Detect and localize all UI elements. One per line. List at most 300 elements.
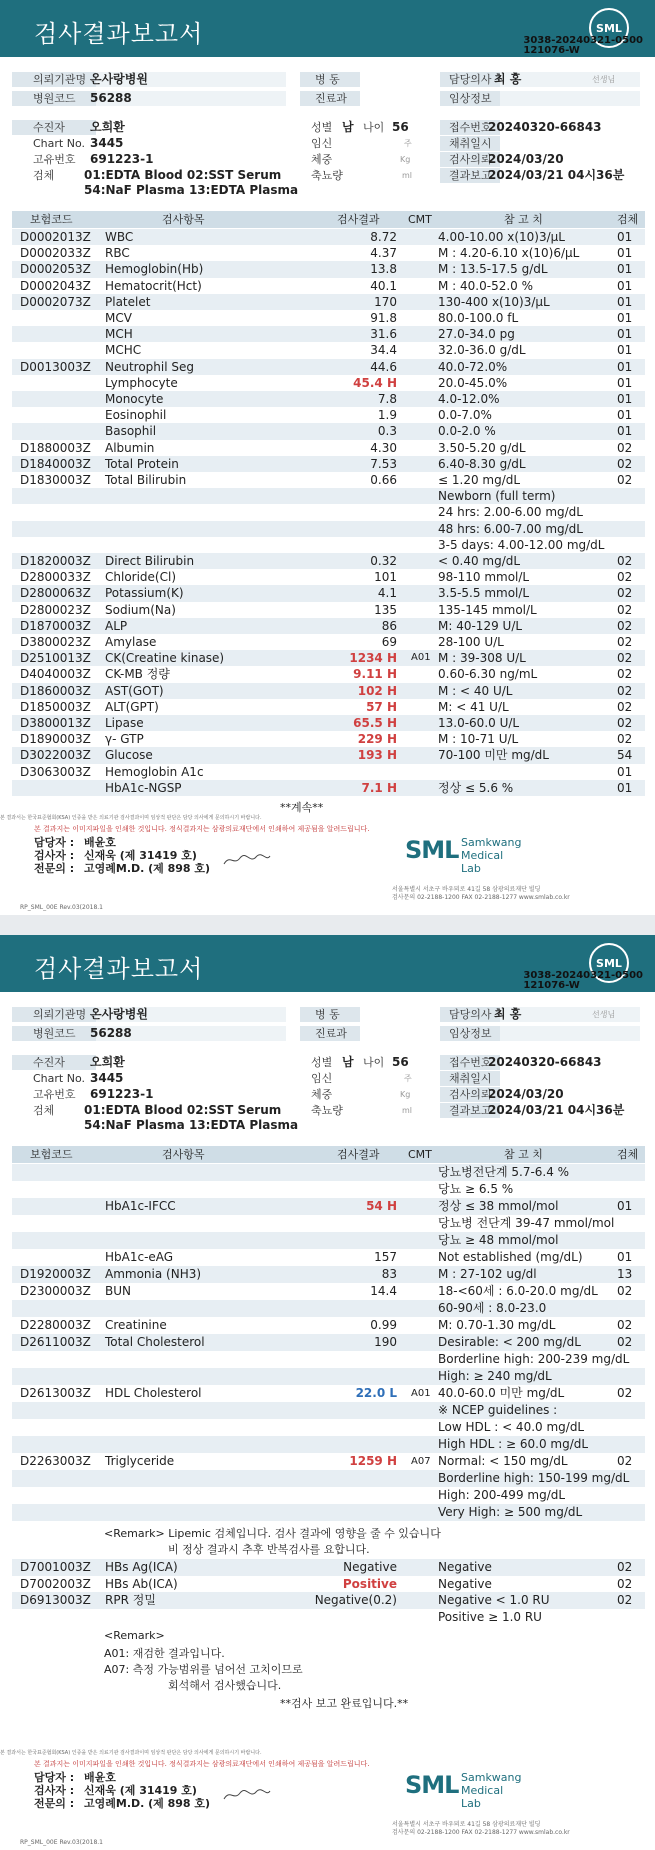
test-result: Negative [343,1560,397,1574]
institution-value: 온사랑병원 [90,72,148,86]
table-row [12,1609,645,1626]
header-item: 검사항목 [162,213,205,226]
table-row [12,1300,645,1317]
label-weight: 체중 [311,153,333,166]
specimen-code: 02 [617,635,633,649]
test-result: 135 [374,602,397,617]
label-sex: 성별 [311,121,333,134]
specimen-code: 54 [617,748,633,763]
revision-code: RP_SML_00E Rev.03(2018.1 [20,1839,104,1846]
reference-range: 3.50-5.20 g/dL [438,440,526,455]
test-item: BUN [105,1284,131,1298]
unit-week: 주 [404,139,412,148]
unit-kg: Kg [400,155,411,164]
report-footer [0,814,655,914]
test-item: Basophil [105,424,157,439]
specimen-code: 02 [617,618,633,633]
insurance-code: D2800063Z [20,586,91,601]
table-row [12,1249,645,1266]
test-item: Lipase [105,716,144,730]
label-ward: 병 동 [315,1008,340,1021]
table-row [12,1283,645,1300]
header-result: 검사결과 [337,1148,380,1161]
test-item: RPR 정밀 [105,1593,156,1607]
label-request-date: 검사의뢰 [449,153,492,166]
insurance-code: D0013003Z [20,359,91,374]
specimen-code: 01 [617,246,633,261]
header-cmt: CMT [408,1148,432,1161]
test-item: MCHC [105,343,142,358]
footer-phone: 검사문의 02-2188-1200 FAX 02-2188-1277 www.smlab.co.kr [392,894,570,901]
test-item: HDL Cholesterol [105,1386,202,1400]
hospital-code-value: 56288 [90,1026,132,1040]
receipt-no-value: 20240320-66843 [488,120,602,134]
specimen-code: 01 [617,343,633,358]
report-page-2 [0,935,655,1850]
test-item: Glucose [105,748,153,763]
remark-line: A07: 측정 가능범위를 넘어선 고치이므로 [104,1663,303,1676]
reference-range: M: 0.70-1.30 mg/dL [438,1318,556,1332]
footer-fine-print: 본 결과서는 한국표준협회(KSA) 인증을 받은 의료기관 검사결과이며 임상적 판단은 담당 의사에게 문의하시기 바랍니다. [0,1750,262,1756]
chart-no-value: 3445 [90,136,124,150]
reference-range: 당뇨병전단계 5.7-6.4 % [438,1165,570,1179]
specimen-code: 02 [617,456,633,471]
remark-lipemic-1: <Remark> Lipemic 검체입니다. 검사 결과에 영향을 줄 수 있습니다 [104,1527,441,1540]
footer-fine-print: 본 결과서는 한국표준협회(KSA) 인증을 받은 의료기관 검사결과이며 임상적 판단은 담당 의사에게 문의하시기 바랍니다. [0,815,262,821]
test-result: 65.5 H [353,716,397,730]
table-row [12,1402,645,1419]
label-age: 나이 [363,1056,385,1069]
table-row [12,1559,645,1576]
specimen-code: 01 [617,764,633,779]
insurance-code: D3800013Z [20,716,91,730]
insurance-code: D1870003Z [20,618,91,633]
test-result: 102 H [357,683,397,698]
reference-range: ≤ 1.20 mg/dL [438,473,521,487]
sml-brand-block [405,1769,522,1817]
brand-logo-text: SML [405,836,459,864]
table-row [12,650,645,666]
report-footer [0,1749,655,1849]
report-end-note: **검사 보고 완료입니다.** [280,1697,409,1710]
table-row [12,699,645,715]
test-item: Creatinine [105,1318,167,1332]
insurance-code: D2613003Z [20,1386,91,1400]
test-result: 170 [374,294,397,309]
doc-no-line-2: 121076-W [523,980,580,991]
insurance-code: D1830003Z [20,473,91,487]
reference-range: 당뇨 ≥ 6.5 % [438,1182,514,1196]
reference-range: Positive ≥ 1.0 RU [438,1609,542,1624]
specimen-code: 02 [617,683,633,698]
revision-code: RP_SML_00E Rev.03(2018.1 [20,904,104,911]
table-row [12,1592,645,1609]
table-row [12,1198,645,1215]
report-page-1 [0,0,655,915]
specimen-code: 02 [617,699,633,714]
sex-value: 남 [342,120,354,134]
table-row [12,553,645,569]
test-result: 0.3 [377,424,397,439]
reference-range: M : 10-71 U/L [438,732,519,747]
reference-range: 18-<60세 : 6.0-20.0 mg/dL [438,1284,598,1298]
test-result: 1234 H [349,651,397,666]
label-weight: 체중 [311,1088,333,1101]
test-item: MCH [105,327,133,342]
table-row [12,1215,645,1232]
reference-range: ※ NCEP guidelines : [438,1403,558,1417]
reference-range: 135-145 mmol/L [438,602,537,617]
reference-range: 24 hrs: 2.00-6.00 mg/dL [438,505,583,520]
specimen-code: 02 [617,586,633,601]
reference-range: Borderline high: 150-199 mg/dL [438,1471,630,1485]
table-row [12,764,645,780]
brand-logo-text: SML [405,1771,459,1799]
table-row [12,1317,645,1334]
label-pregnancy: 임신 [311,1072,333,1085]
reference-range: 60-90세 : 8.0-23.0 [438,1301,547,1315]
test-item: Total Bilirubin [105,473,187,487]
signature-icon [222,1787,272,1803]
test-item: HbA1c-eAG [105,1250,174,1264]
insurance-code: D1880003Z [20,440,91,455]
table-row [12,1385,645,1402]
specimen-line-1: 01:EDTA Blood 02:SST Serum [84,1103,282,1117]
specimen-code: 02 [617,716,633,730]
insurance-code: D1860003Z [20,683,91,698]
person-value: 배윤호 [84,836,116,849]
test-result: 69 [381,635,397,649]
reference-range: 40.0-60.0 미만 mg/dL [438,1386,565,1400]
test-result: 91.8 [370,311,397,325]
age-value: 56 [392,120,409,134]
table-row [12,569,645,585]
test-item: ALP [105,618,128,633]
reference-range: 6.40-8.30 g/dL [438,456,526,471]
label-dept: 진료과 [315,92,347,105]
person-value: 배윤호 [84,1771,116,1784]
label-specimen: 검체 [33,169,55,182]
test-item: Potassium(K) [105,586,184,601]
receipt-no-value: 20240320-66843 [488,1055,602,1069]
reference-range: 27.0-34.0 pg [438,327,515,342]
brand-name-line-1: Samkwang [461,1771,522,1784]
brand-name-line-2: Medical Lab [461,849,504,875]
insurance-code: D2510013Z [20,651,91,666]
test-result: 4.1 [377,586,397,601]
reference-range: 80.0-100.0 fL [438,311,519,325]
specialist-value: 고영례M.D. (제 898 호) [84,1797,211,1810]
specimen-code: 02 [617,1576,633,1591]
test-item: HbA1c-NGSP [105,780,182,795]
header-code: 보험코드 [30,213,73,226]
test-result: Positive [342,1576,397,1591]
footer-notice: 본 결과지는 이미지파일을 인쇄한 것입니다. 정식결과지는 삼광의료재단에서 인쇄하여 제공됨을 알려드립니다. [34,825,370,833]
table-row [12,1470,645,1487]
test-item: Hemoglobin A1c [105,764,204,779]
test-item: HBs Ag(ICA) [105,1560,178,1574]
tester-label: 검사자 : [34,849,75,862]
label-chart-no: Chart No. [33,1072,85,1085]
label-receipt-no: 접수번호 [449,1056,492,1069]
label-id-no: 고유번호 [33,153,76,166]
specialist-value: 고영례M.D. (제 898 호) [84,862,211,875]
test-item: Sodium(Na) [105,602,176,617]
reference-range: M: < 41 U/L [438,699,509,714]
results-table-header [12,1146,645,1163]
reference-range: High: ≥ 240 mg/dL [438,1369,552,1383]
insurance-code: D1820003Z [20,554,91,568]
specimen-code: 01 [617,230,633,244]
insurance-code: D0002013Z [20,230,91,244]
remark-lipemic-2: 비 정상 결과시 추후 반복검사를 요합니다. [168,1543,370,1556]
specimen-code: 02 [617,602,633,617]
reference-range: High: 200-499 mg/dL [438,1488,566,1502]
table-row [12,456,645,472]
specimen-code: 02 [617,473,633,487]
table-row [12,1436,645,1453]
label-doctor: 담당의사 [449,73,492,86]
table-row [12,472,645,488]
test-item: Platelet [105,294,151,309]
table-row [12,1334,645,1351]
table-row [12,391,645,407]
results-table-header [12,211,645,228]
brand-name-line-1: Samkwang [461,836,522,849]
reference-range: Normal: < 150 mg/dL [438,1454,568,1468]
reference-range: 정상 ≤ 5.6 % [438,780,514,795]
test-item: Direct Bilirubin [105,554,195,568]
test-item: HbA1c-IFCC [105,1199,176,1213]
specimen-code: 01 [617,392,633,406]
insurance-code: D1850003Z [20,699,91,714]
reference-range: 3.5-5.5 mmol/L [438,586,530,601]
table-row [12,440,645,456]
footer-phone: 검사문의 02-2188-1200 FAX 02-2188-1277 www.smlab.co.kr [392,1829,570,1836]
test-item: MCV [105,311,132,325]
test-item: Neutrophil Seg [105,359,195,374]
label-hospital-code: 병원코드 [33,1027,76,1040]
specimen-line-1: 01:EDTA Blood 02:SST Serum [84,168,282,182]
test-result: 101 [374,570,397,585]
table-row [12,1504,645,1521]
person-label: 담당자 : [34,1771,75,1784]
label-age: 나이 [363,121,385,134]
insurance-code: D3022003Z [20,748,91,763]
specimen-code: 02 [617,554,633,568]
label-examinee: 수진자 [33,1056,65,1069]
insurance-code: D7002003Z [20,1576,91,1591]
sex-value: 남 [342,1055,354,1069]
specimen-code: 01 [617,424,633,439]
label-pregnancy: 임신 [311,137,333,150]
header-item: 검사항목 [162,1148,205,1161]
tester-value: 신재욱 (제 31419 호) [84,849,197,862]
test-item: Amylase [105,635,157,649]
label-institution: 의뢰기관명 [33,1008,87,1021]
test-result: 229 H [357,732,397,747]
reference-range: 3-5 days: 4.00-12.00 mg/dL [438,537,605,552]
insurance-code: D0002073Z [20,294,91,309]
doc-no-line-2: 121076-W [523,45,580,56]
table-row [12,666,645,682]
insurance-code: D3063003Z [20,764,91,779]
table-row [12,1181,645,1198]
specimen-code: 01 [617,294,633,309]
reference-range: Low HDL : < 40.0 mg/dL [438,1420,585,1434]
reference-range: 40.0-72.0% [438,359,508,374]
test-item: Total Cholesterol [105,1335,205,1349]
specimen-code: 01 [617,1250,633,1264]
chart-no-value: 3445 [90,1071,124,1085]
table-row [12,585,645,601]
specimen-code: 02 [617,651,633,666]
test-result: Negative(0.2) [314,1593,397,1607]
label-collect-date: 채취일시 [449,137,492,150]
insurance-code: D1840003Z [20,456,91,471]
unit-ml: ml [402,1106,413,1115]
sml-logo-icon: SML [589,8,629,48]
reference-range: 4.0-12.0% [438,392,500,406]
test-item: RBC [105,246,130,261]
insurance-code: D6913003Z [20,1593,91,1607]
test-result: 193 H [357,748,397,763]
table-row [12,780,645,796]
institution-value: 온사랑병원 [90,1007,148,1021]
label-chart-no: Chart No. [33,137,85,150]
value-bg-clinical [500,91,640,106]
specimen-code: 01 [617,262,633,277]
test-item: γ- GTP [105,732,144,747]
header-code: 보험코드 [30,1148,73,1161]
header-ref: 참 고 치 [504,1148,543,1161]
test-result: 8.72 [370,230,397,244]
reference-range: 0.60-6.30 ng/mL [438,667,538,682]
reference-range: Negative [438,1576,492,1591]
test-result: 7.1 H [361,780,397,795]
reference-range: 20.0-45.0% [438,375,508,390]
table-row [12,261,645,277]
header-cmt: CMT [408,213,432,226]
unit-ml: ml [402,171,413,180]
label-specimen: 검체 [33,1104,55,1117]
label-examinee: 수진자 [33,121,65,134]
specimen-code: 01 [617,408,633,423]
table-row [12,245,645,261]
reference-range: Negative < 1.0 RU [438,1593,550,1607]
test-result: 83 [381,1267,397,1281]
test-item: Ammonia (NH3) [105,1267,202,1281]
table-row [12,747,645,763]
test-item: WBC [105,230,134,244]
insurance-code: D0002043Z [20,278,91,293]
value-bg-clinical [500,1026,640,1041]
table-row [12,294,645,310]
label-sex: 성별 [311,1056,333,1069]
report-date-value: 2024/03/21 04시36분 [488,168,625,182]
age-value: 56 [392,1055,409,1069]
header-specimen: 검체 [617,213,639,226]
specimen-code: 02 [617,1318,633,1332]
table-row [12,1419,645,1436]
reference-range: Negative [438,1560,492,1574]
insurance-code: D3800023Z [20,635,91,649]
remark-line: A01: 재검한 결과입니다. [104,1647,225,1660]
reference-range: 130-400 x(10)3/μL [438,294,550,309]
reference-range: 28-100 U/L [438,635,504,649]
test-item: Total Protein [105,456,179,471]
table-row [12,1164,645,1181]
table-row [12,731,645,747]
reference-range: < 0.40 mg/dL [438,554,521,568]
insurance-code: D0002033Z [20,246,91,261]
footer-address: 서울특별시 서초구 바우뫼로 41길 58 삼광의료재단 빌딩 [392,1821,541,1828]
table-row [12,537,645,553]
reference-range: 당뇨병 전단계 39-47 mmol/mol [438,1216,615,1230]
tester-value: 신재욱 (제 31419 호) [84,1784,197,1797]
table-row [12,488,645,504]
table-row [12,504,645,520]
comment-code: A01 [411,652,431,664]
reference-range: 32.0-36.0 g/dL [438,343,526,358]
reference-range: 당뇨 ≥ 48 mmol/mol [438,1233,559,1247]
label-dept: 진료과 [315,1027,347,1040]
test-item: Hematocrit(Hct) [105,278,202,293]
id-no-value: 691223-1 [90,1087,154,1101]
test-result: 57 H [366,699,397,714]
label-report-date: 결과보고 [449,1104,492,1117]
insurance-code: D0002053Z [20,262,91,277]
specimen-code: 02 [617,1593,633,1607]
test-result: 54 H [366,1199,397,1213]
test-item: Albumin [105,440,155,455]
doctor-suffix: 선생님 [592,1010,616,1019]
reference-range: M : 39-308 U/L [438,651,526,666]
unit-week: 주 [404,1074,412,1083]
test-item: Lymphocyte [105,375,178,390]
test-item: CK(Creatine kinase) [105,651,225,666]
table-row [12,683,645,699]
footer-address: 서울특별시 서초구 바우뫼로 41길 58 삼광의료재단 빌딩 [392,886,541,893]
reference-range: Desirable: < 200 mg/dL [438,1335,581,1349]
test-item: HBs Ab(ICA) [105,1576,178,1591]
label-clinical: 임상정보 [449,1027,492,1040]
reference-range: 98-110 mmol/L [438,570,530,585]
table-row [12,1232,645,1249]
doctor-value: 최 홍 [494,72,522,86]
specimen-code: 01 [617,375,633,390]
label-report-date: 결과보고 [449,169,492,182]
brand-name-line-2: Medical Lab [461,1784,504,1810]
signature-icon [222,852,272,868]
continued-note: **계속** [280,801,324,814]
specimen-code: 01 [617,359,633,374]
test-result: 31.6 [370,327,397,342]
table-row [12,310,645,326]
report-title: 검사결과보고서 [34,955,204,983]
doc-no-line-1: 3038-20240321-0500 [523,970,643,981]
test-result: 0.32 [370,554,397,568]
insurance-code: D4040003Z [20,667,91,682]
footer-notice: 본 결과지는 이미지파일을 인쇄한 것입니다. 정식결과지는 삼광의료재단에서 인쇄하여 제공됨을 알려드립니다. [34,1760,370,1768]
insurance-code: D7001003Z [20,1560,91,1574]
specialist-label: 전문의 : [34,862,75,875]
table-row [12,618,645,634]
insurance-code: D2300003Z [20,1284,91,1298]
test-result: 190 [374,1335,397,1349]
test-result: 157 [374,1250,397,1264]
test-result: 22.0 L [355,1386,397,1400]
